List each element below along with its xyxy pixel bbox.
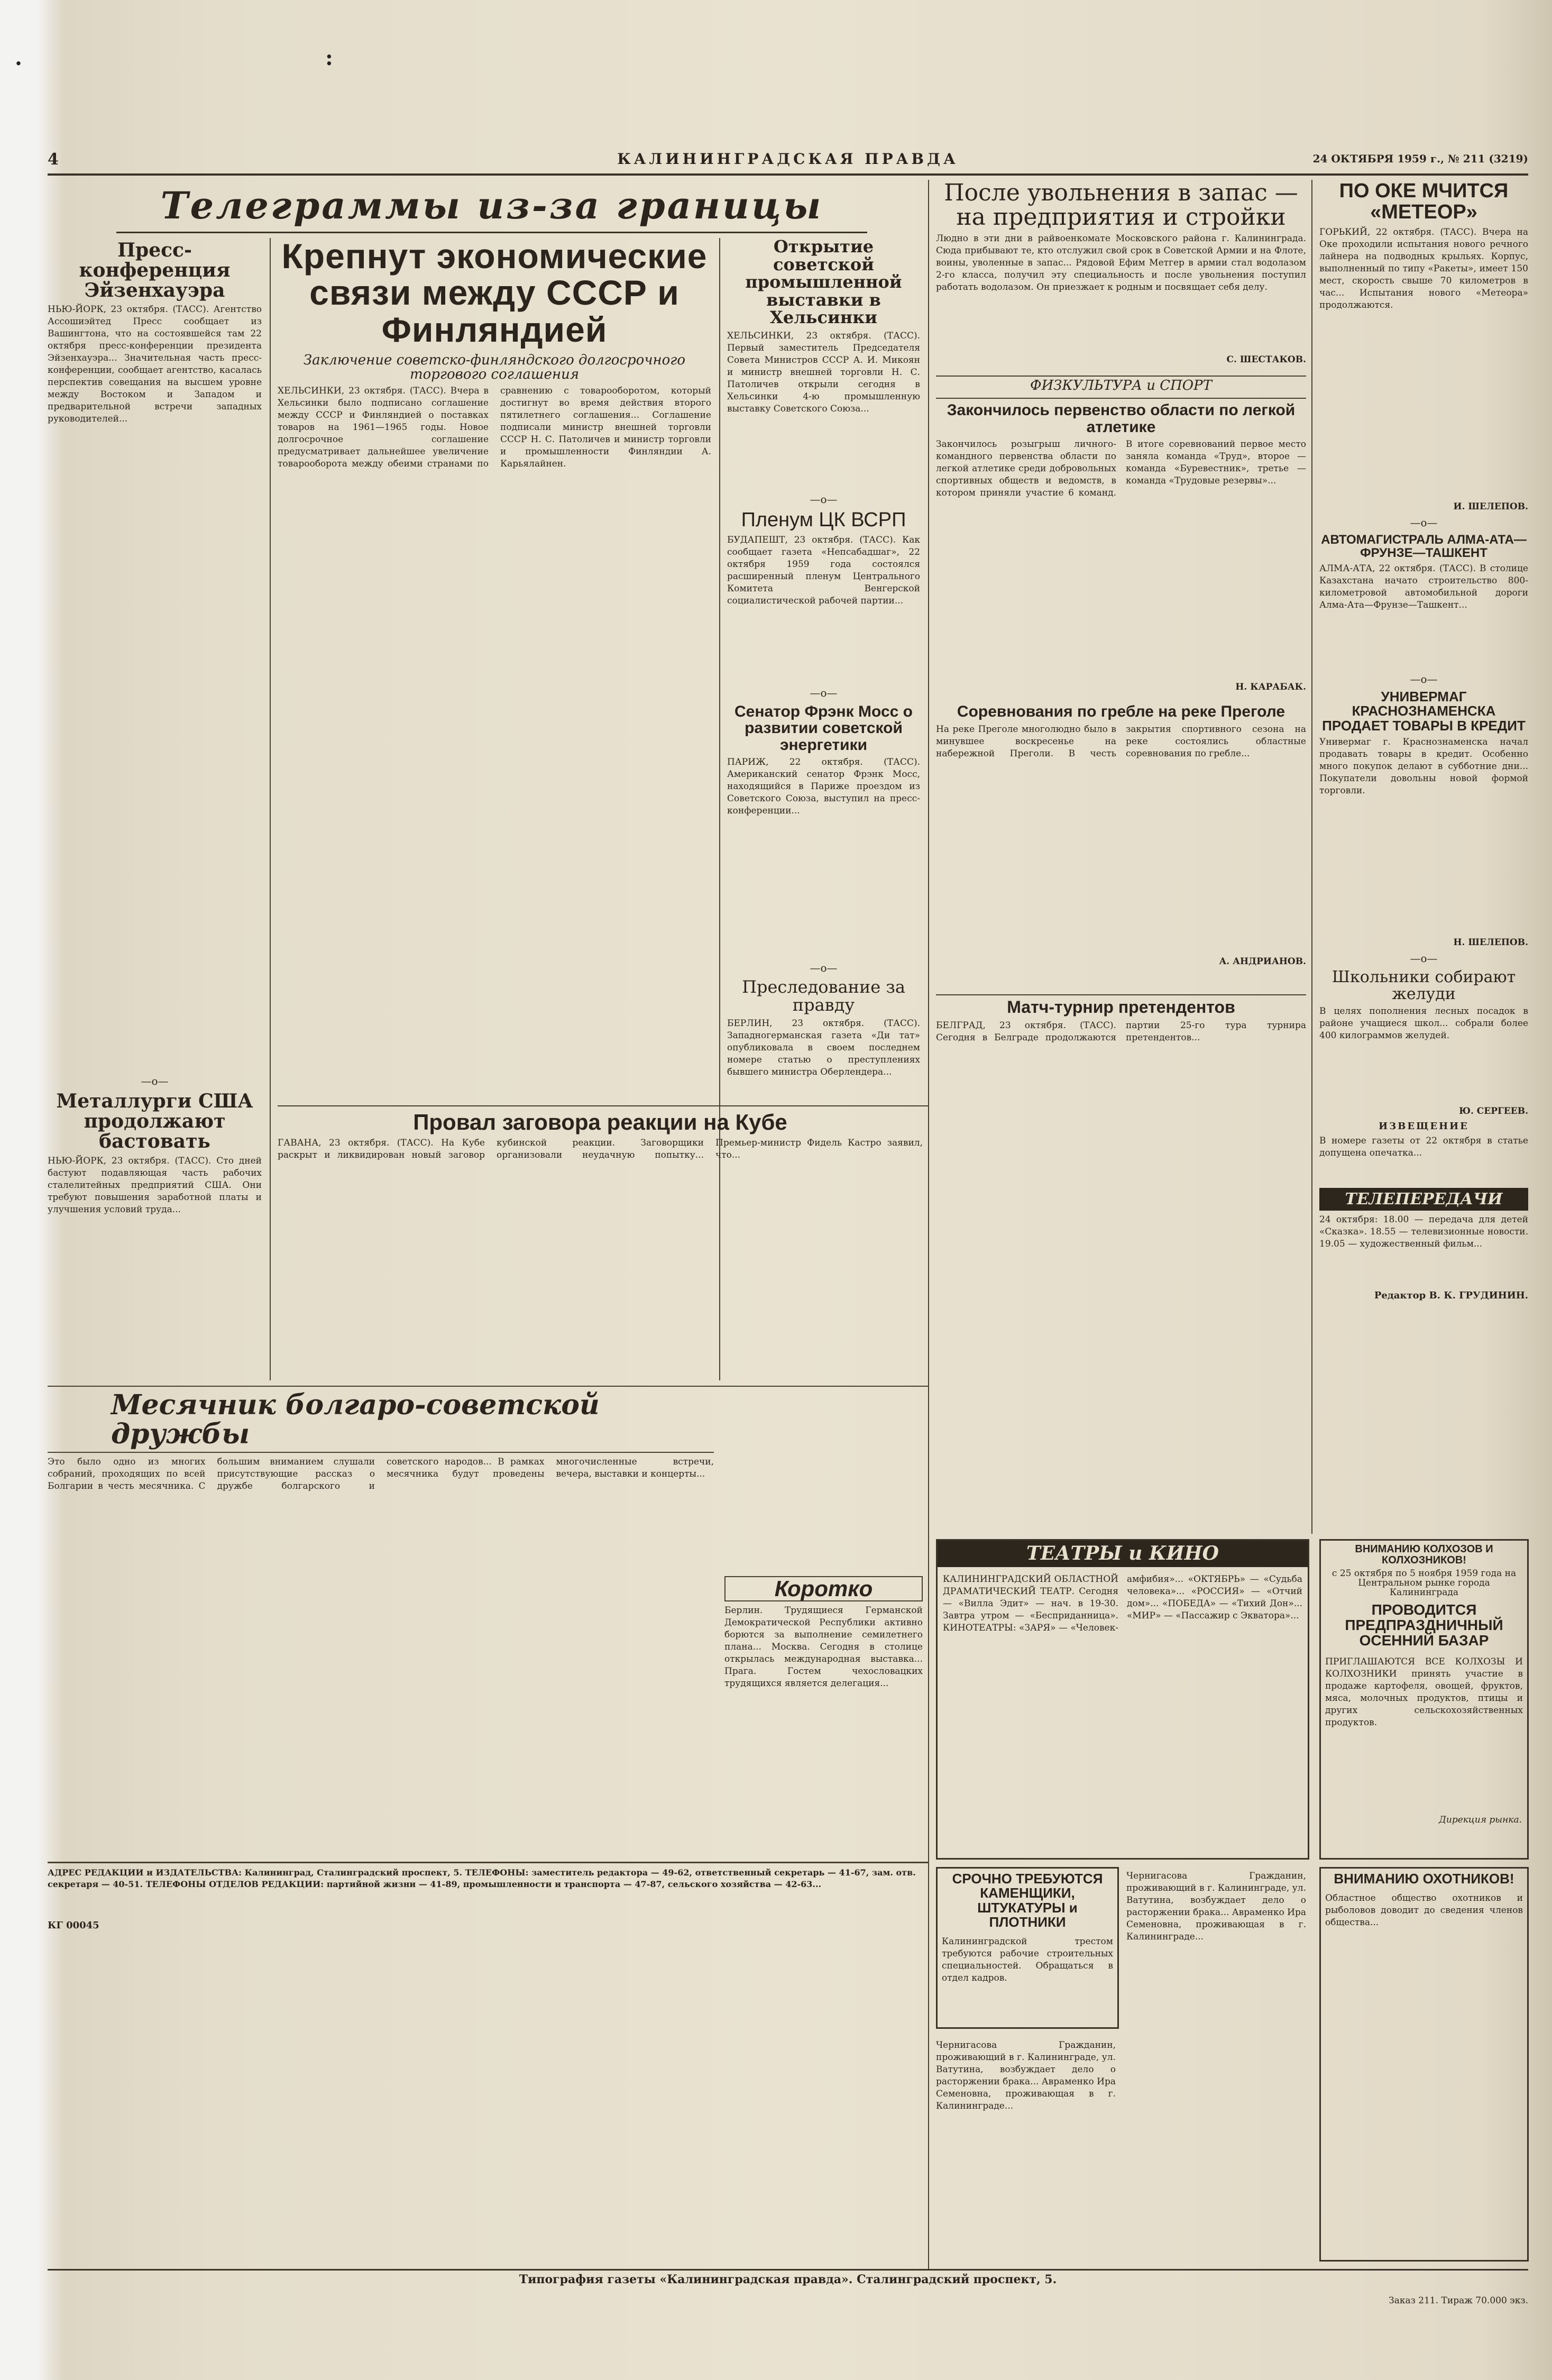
footer-printer: Типография газеты «Калининградская правда». Сталинградский проспект, 5. — [48, 2269, 1528, 2292]
editor-line: Редактор В. К. ГРУДИНИН. — [1374, 1290, 1528, 1302]
article-subtitle: Заключение советско-финляндского долгосрочного торгового соглашения — [303, 352, 686, 383]
footer-order-left: КГ 00045 — [48, 1920, 99, 1931]
ad-title: ВНИМАНИЮ КОЛХОЗОВ И КОЛХОЗНИКОВ! — [1355, 1543, 1493, 1566]
ad-hunters — [1319, 1867, 1529, 2262]
article-signature: С. ШЕСТАКОВ. — [1226, 354, 1306, 365]
page-header — [48, 148, 1528, 172]
article-title: После увольнения в запас — на предприятия и стройки — [944, 181, 1298, 231]
ad-theatre — [936, 1539, 1309, 1860]
ad-divorce — [936, 2036, 1116, 2258]
ad-title: СРОЧНО ТРЕБУЮТСЯ КАМЕНЩИКИ, ШТУКАТУРЫ и ПЛОТНИКИ — [952, 1871, 1103, 1930]
article-signature: Н. ШЕЛЕПОВ. — [1453, 937, 1528, 948]
article-title: АВТОМАГИСТРАЛЬ АЛМА-АТА—ФРУНЗЕ—ТАШКЕНТ — [1321, 532, 1527, 560]
article-finland-trade — [278, 238, 711, 1100]
article-body: На реке Преголе многолюдно было в минувшее воскресенье на набережной Преголи. В честь закрытия спортивного сезона на реке состоялись областные соревнования по гребле... — [936, 724, 1306, 759]
article-title: Школьники собирают желуди — [1331, 968, 1516, 1003]
ad-hire — [936, 1867, 1119, 2029]
article-body: БУДАПЕШТ, 23 октября. (ТАСС). Как сообщает газета «Непсабадшаг», 22 октября 1959 года состоялся расширенный пленум Центрального Комитета Венгерской социалистической рабочей партии... — [727, 534, 920, 606]
column-4: Открытие советской промышленной выставки в Хельсинки ХЕЛЬСИНКИ, 23 октября. (ТАСС). Первый заместитель Председателя Совета Министров СССР А. И. Микоян и министр внешней торговли Н. С. Патоличев открыли сегодня в Хельсинки 4-ю промышленную выставку Советского Союза... —o— Пленум ЦК ВСРП БУДАПЕШТ, 23 октября. (ТАСС). Как сообщает газета «Непсабадшаг», 22 октября 1959 года состоялся расширенный пленум Центрального Комитета Венгерской социалистической рабочей партии... —o— Сенатор Фрэнк Мосс о развитии советской энергетики ПАРИЖ, 22 октября. (ТАСС). Американский сенатор Фрэнк Мосс, находящийся в Париже проездом из Советского Союза, выступил на пресс-конференции... —o— Преследование за правду БЕРЛИН, 23 октября. (ТАСС). Западногерманская газета «Ди тат» опубликовала в своем последнем номере статью о преступлениях бывшего министра Оберлендера... — [727, 238, 920, 1077]
tv-header: ТЕЛЕПЕРЕДАЧИ — [1319, 1188, 1528, 1211]
article-title: Матч-турнир претендентов — [1007, 997, 1235, 1017]
article-body: ХЕЛЬСИНКИ, 23 октября. (ТАСС). Вчера в Хельсинки было подписано соглашение между СССР и Финляндией о поставках товаров на 1961—1965 годы. Новое долгосрочное соглашение предусматривает дальнейшее увеличение товарооборота между обеими странами по сравнению с товарооборотом, который достигнут во время действия второго пятилетнего соглашения... Соглашение подписали министр внешней торговли СССР Н. С. Патоличев и министр торговли и промышленности Финляндии А. Карьялайнен. — [278, 386, 711, 470]
section-rule — [278, 1105, 928, 1106]
article-body: Людно в эти дни в райвоенкомате Московского района г. Калининграда. Сюда прибывают те, кто отслужил свой срок в Советской Армии и на Флоте, воины, уволенные в запас... Рядовой Ефим Метгер в армии стал водолазом 2-го класса, получил эту специальность и после увольнения поступил работать водолазом. Он приезжает к родным и посвящает себя делу. — [936, 233, 1306, 293]
article-friendship-month — [48, 1391, 714, 1856]
footer-order-right: Заказ 211. Тираж 70.000 экз. — [1389, 2295, 1528, 2306]
article-title: Преследование за правду — [742, 977, 905, 1015]
sport-section-header: ФИЗКУЛЬТУРА и СПОРТ — [936, 376, 1306, 399]
ad-divorce-2 — [1126, 1867, 1306, 2258]
article-signature: Ю. СЕРГЕЕВ. — [1459, 1106, 1528, 1117]
article-cuba — [278, 1111, 923, 1380]
section-banner-title: Телеграммы из-за границы — [160, 184, 823, 227]
article-title: Открытие советской промышленной выставки в Хельсинки — [745, 238, 902, 328]
ad-title: ВНИМАНИЮ ОХОТНИКОВ! — [1334, 1871, 1514, 1887]
issue-date: 24 ОКТЯБРЯ 1959 г., № 211 (3219) — [1312, 152, 1528, 165]
ad-body: КАЛИНИНГРАДСКИЙ ОБЛАСТНОЙ ДРАМАТИЧЕСКИЙ ТЕАТР. Сегодня — «Вилла Эдит» — нач. в 19-30. Завтра утром — «Бесприданница». КИНОТЕАТРЫ: «ЗАРЯ» — «Человек-амфибия»... «ОКТЯБРЬ» — «Судьба человека»... «РОССИЯ» — «Отчий дом»... «ПОБЕДА» — «Тихий Дон»... «МИР» — «Пассажир с Экватора»... — [943, 1573, 1302, 1633]
article-title: ИЗВЕЩЕНИЕ — [1379, 1121, 1469, 1132]
footer-rule — [48, 1862, 928, 1863]
ad-dates: с 25 октября по 5 ноября 1959 года на Центральном рынке города Калининграда — [1331, 1568, 1517, 1598]
ad-body: ПРИГЛАШАЮТСЯ ВСЕ КОЛХОЗЫ И КОЛХОЗНИКИ принять участие в продаже картофеля, овощей, фруктов, мяса, молочных продуктов, птицы и других сельскохозяйственных продуктов. — [1325, 1656, 1523, 1728]
article-body: В целях пополнения лесных посадок в районе учащиеся школ... собрали более 400 килограммов желудей. — [1319, 1006, 1528, 1041]
article-title: Пленум ЦК ВСРП — [741, 508, 906, 531]
newspaper-page — [48, 148, 1528, 2359]
article-signature: А. АНДРИАНОВ. — [1219, 956, 1306, 967]
article-athletics — [936, 402, 1306, 698]
article-title: Закончилось первенство области по легкой атлетике — [947, 402, 1296, 436]
page-number: 4 — [48, 150, 59, 169]
ad-body: Чернигасова Гражданин, проживающий в г. Калининграде, ул. Ватутина, возбуждает дело о расторжении брака... Авраменко Ира Семеновна, проживающая в г. Калининграде... — [1126, 1871, 1306, 1942]
ad-sign: Дирекция рынка. — [1439, 1814, 1522, 1825]
ad-body: Калининградской трестом требуются рабочие строительных специальностей. Обращаться в отдел кадров. — [942, 1936, 1113, 1984]
column-6: ПО ОКЕ МЧИТСЯ «МЕТЕОР» ГОРЬКИЙ, 22 октября. (ТАСС). Вчера на Оке проходили испытания нового речного лайнера на подводных крыльях. Корпус, выполненный по типу «Ракеты», имеет 150 мест, скорость свыше 70 километров в час... Испытания нового «Метеора» продолжаются. И. ШЕЛЕПОВ. —o— АВТОМАГИСТРАЛЬ АЛМА-АТА—ФРУНЗЕ—ТАШКЕНТ АЛМА-АТА, 22 октября. (ТАСС). В столице Казахстана начато строительство 800-километровой автомобильной дороги Алма-Ата—Фрунзе—Ташкент... —o— УНИВЕРМАГ КРАСНОЗНАМЕНСКА ПРОДАЕТ ТОВАРЫ В КРЕДИТ Универмаг г. Краснознаменска начал продавать товары в кредит. Особенно много покупок делают в субботние дни... Покупатели довольны новой формой торговли. Н. ШЕЛЕПОВ. —o— Школьники собирают желуди В целях пополнения лесных посадок в районе учащиеся школ... собрали более 400 килограммов желудей. Ю. СЕРГЕЕВ. ИЗВЕЩЕНИЕ В номере газеты от 22 октября в статье допущена опечатка... ТЕЛЕПЕРЕДАЧИ 24 октября: 18.00 — передача для детей «Сказка». 18.55 — телевизионные новости. 19.05 — художественный фильм... Редактор В. К. ГРУДИНИН. — [1319, 181, 1528, 1302]
article-title: Месячник болгаро-советской дружбы — [48, 1391, 714, 1453]
article-title: Провал заговора реакции на Кубе — [413, 1111, 787, 1134]
ad-title: ТЕАТРЫ и КИНО — [938, 1541, 1308, 1567]
article-body: В номере газеты от 22 октября в статье допущена опечатка... — [1319, 1135, 1528, 1158]
article-title: Коротко — [724, 1576, 923, 1601]
article-body: Берлин. Трудящиеся Германской Демократической Республики активно борются за выполнение семилетнего плана... Москва. Сегодня в столице открылась международная выставка... Прага. Гостем чехословацких трудящихся является делегация... — [724, 1605, 923, 1689]
section-banner — [116, 186, 867, 233]
article-body: ХЕЛЬСИНКИ, 23 октября. (ТАСС). Первый заместитель Председателя Совета Министров СССР А. И. Микоян и министр внешней торговли Н. С. Патоличев открыли сегодня в Хельсинки 4-ю промышленную выставку Советского Союза... — [727, 330, 920, 414]
ad-bazaar — [1319, 1539, 1529, 1860]
tv-body: 24 октября: 18.00 — передача для детей «Сказка». 18.55 — телевизионные новости. 19.05 — художественный фильм... — [1319, 1214, 1528, 1250]
article-rowing — [936, 703, 1306, 989]
article-title: Пресс-конференция Эйзенхауэра — [79, 241, 231, 301]
ad-body: Областное общество охотников и рыболовов доводит до сведения членов общества... — [1325, 1893, 1523, 1928]
article-title: Сенатор Фрэнк Мосс о развитии советской энергетики — [734, 702, 913, 754]
edge-mark-dot: . — [15, 45, 22, 70]
article-body: БЕЛГРАД, 23 октября. (ТАСС). Сегодня в Белграде продолжаются партии 25-го тура турнира претендентов... — [936, 1020, 1306, 1043]
article-body: Закончилось розыгрыш личного-командного первенства области по легкой атлетике среди добровольных спортивных обществ и ведомств, в котором приняли участие 6 команд. В итоге соревнований первое место заняла команда «Труд», второе — команда «Буревестник», третье — команда «Трудовые резервы»... — [936, 439, 1306, 498]
ad-headline: ПРОВОДИТСЯ ПРЕДПРАЗДНИЧНЫЙ ОСЕННИЙ БАЗАР — [1345, 1601, 1503, 1649]
column-1: Пресс-конференция Эйзенхауэра НЬЮ-ЙОРК, 23 октября. (ТАСС). Агентство Ассошиэйтед Пресс сообщает из Вашингтона, что на состоявшейся там 22 октября пресс-конференции президента Эйзенхауэра... Значительная часть пресс-конференции, сообщает агентство, касалась перспектив совещания на высшем уровне между Востоком и Западом и предварительной встречи западных руководителей... —o— Металлурги США продолжают бастовать НЬЮ-ЙОРК, 23 октября. (ТАСС). Сто дней бастуют подавляющая часть рабочих сталелитейных предприятий США. Они требуют повышения заработной платы и улучшения условий труда... — [48, 241, 262, 1215]
column-rule — [928, 180, 929, 2269]
section-rule — [48, 1386, 928, 1387]
ad-body: Чернигасова Гражданин, проживающий в г. Калининграде, ул. Ватутина, возбуждает дело о расторжении брака... Авраменко Ира Семеновна, проживающая в г. Калининграде... — [936, 2040, 1116, 2111]
header-rule — [48, 173, 1528, 176]
article-signature: И. ШЕЛЕПОВ. — [1453, 501, 1528, 512]
footer-address: АДРЕС РЕДАКЦИИ и ИЗДАТЕЛЬСТВА: Калининград, Сталинградский проспект, 5. ТЕЛЕФОНЫ: заместитель редактора — 49-62, ответственный секретарь — 41-67, зам. отв. секретаря — 40-51. ТЕЛЕФОНЫ ОТДЕЛОВ РЕДАКЦИИ: партийной жизни — 41-89, промышленности и транспорта — 47-87, сельского хозяйства — 42-63... — [48, 1868, 916, 1889]
article-body: ГОРЬКИЙ, 22 октября. (ТАСС). Вчера на Оке проходили испытания нового речного лайнера на подводных крыльях. Корпус, выполненный по типу «Ракеты», имеет 150 мест, скорость свыше 70 километров в час... Испытания нового «Метеора» продолжаются. — [1319, 226, 1528, 310]
column-rule — [1311, 180, 1312, 1534]
article-title: Металлурги США продолжают бастовать — [56, 1090, 253, 1152]
article-title: Крепнут экономические связи между СССР и Финляндией — [281, 238, 708, 349]
article-after-service — [936, 181, 1306, 371]
article-body: Универмаг г. Краснознаменска начал продавать товары в кредит. Особенно много покупок делают в субботние дни... Покупатели довольны новой формой торговли. — [1319, 737, 1528, 797]
article-body: БЕРЛИН, 23 октября. (ТАСС). Западногерманская газета «Ди тат» опубликовала в своем последнем номере статью о преступлениях бывшего министра Оберлендера... — [727, 1018, 920, 1077]
article-body: НЬЮ-ЙОРК, 23 октября. (ТАСС). Агентство Ассошиэйтед Пресс сообщает из Вашингтона, что на состоявшейся там 22 октября пресс-конференции президента Эйзенхауэра... Значительная часть пресс-конференции, сообщает агентство, касалась перспектив совещания на высшем уровне между Востоком и Западом и предварительной встречи западных руководителей... — [48, 304, 262, 425]
article-body: ГАВАНА, 23 октября. (ТАСС). На Кубе раскрыт и ликвидирован новый заговор кубинской реакции. Заговорщики организовали неудачную попытку... Премьер-министр Фидель Кастро заявил, что... — [278, 1138, 923, 1161]
article-body: ПАРИЖ, 22 октября. (ТАСС). Американский сенатор Фрэнк Мосс, находящийся в Париже проездом из Советского Союза, выступил на пресс-конференции... — [727, 757, 920, 817]
article-briefly — [724, 1576, 923, 1856]
article-title: ПО ОКЕ МЧИТСЯ «МЕТЕОР» — [1339, 181, 1509, 223]
article-signature: Н. КАРАБАК. — [1235, 682, 1306, 692]
article-title: Соревнования по гребле на реке Преголе — [957, 703, 1285, 720]
article-body: НЬЮ-ЙОРК, 23 октября. (ТАСС). Сто дней бастуют подавляющая часть рабочих сталелитейных предприятий США. Они требуют повышения заработной платы и улучшения условий труда... — [48, 1155, 262, 1215]
column-rule — [270, 238, 271, 1380]
article-body: АЛМА-АТА, 22 октября. (ТАСС). В столице Казахстана начато строительство 800-километровой автомобильной дороги Алма-Ата—Фрунзе—Ташкент... — [1319, 563, 1528, 611]
edge-mark-colon: : — [325, 45, 333, 70]
article-body: Это было одно из многих собраний, проходящих по всей Болгарии в честь месячника. С большим вниманием слушали присутствующие рассказ о дружбе болгарского и советского народов... В рамках месячника будут проведены многочисленные встречи, вечера, выставки и концерты... — [48, 1457, 714, 1492]
newspaper-title: КАЛИНИНГРАДСКАЯ ПРАВДА — [617, 150, 959, 168]
article-title: УНИВЕРМАГ КРАСНОЗНАМЕНСКА ПРОДАЕТ ТОВАРЫ В КРЕДИТ — [1322, 689, 1526, 734]
article-chess — [936, 994, 1306, 1276]
